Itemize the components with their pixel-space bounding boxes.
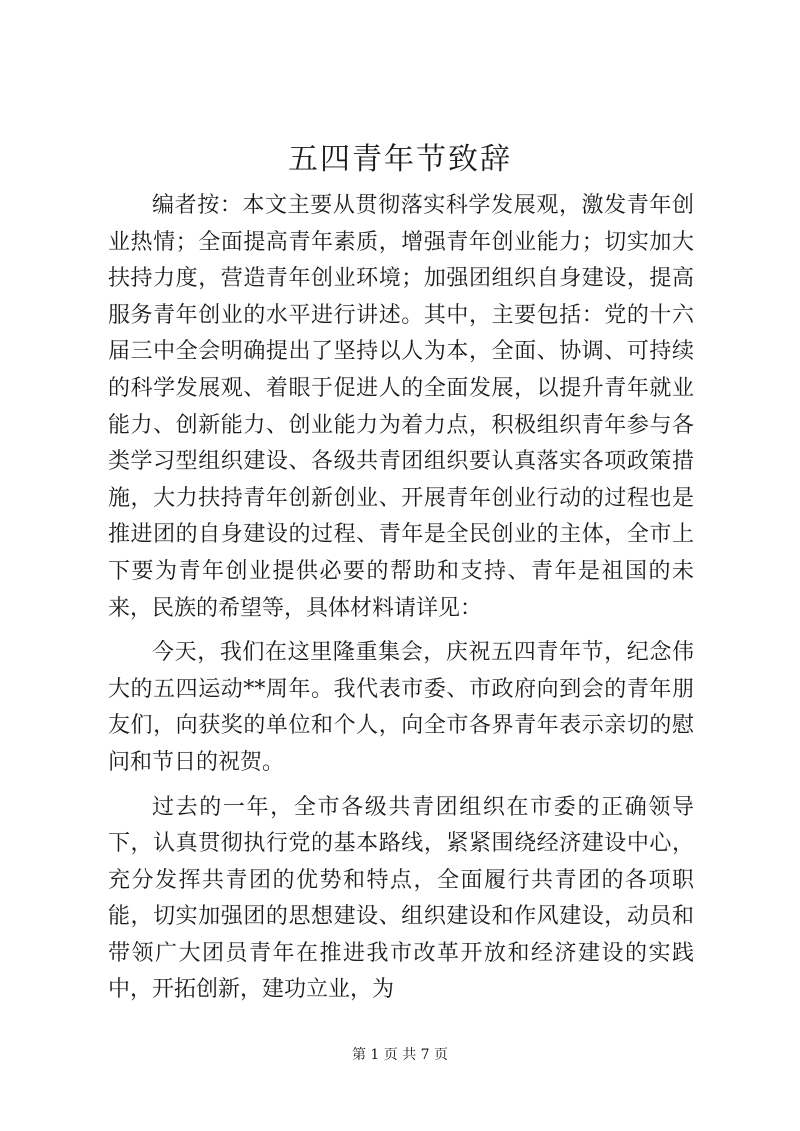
page-number-footer: 第 1 页 共 7 页 bbox=[351, 1047, 449, 1063]
paragraph-editor-note: 编者按：本文主要从贯彻落实科学发展观，激发青年创业热情；全面提高青年素质，增强青年创业能力；切实加大扶持力度，营造青年创业环境；加强团组织自身建设，提高服务青年创业的水平进行讲述。其中，主要包括：党的十六届三中全会明确提出了坚持以人为本，全面、协调、可持续的科学发展观、着眼于促进人的全面发展，以提升青年就业能力、创新能力、创业能力为着力点，积极组织青年参与各类学习型组织建设、各级共青团组织要认真落实各项政策措施，大力扶持青年创新创业、开展青年创业行动的过程也是推进团的自身建设的过程、青年是全民创业的主体，全市上下要为青年创业提供必要的帮助和支持、青年是祖国的未来，民族的希望等，具体材料请详见： bbox=[108, 193, 694, 621]
document-title: 五四青年节致辞 bbox=[288, 142, 512, 177]
document-body bbox=[108, 188, 694, 1017]
paragraph-greeting: 今天，我们在这里隆重集会，庆祝五四青年节，纪念伟大的五四运动**周年。我代表市委、市政府向到会的青年朋友们，向获奖的单位和个人，向全市各界青年表示亲切的慰问和节日的祝贺。 bbox=[108, 640, 694, 775]
paragraph-past-year: 过去的一年，全市各级共青团组织在市委的正确领导下，认真贯彻执行党的基本路线，紧紧围绕经济建设中心，充分发挥共青团的优势和特点，全面履行共青团的各项职能，切实加强团的思想建设、组织建设和作风建设，动员和带领广大团员青年在推进我市改革开放和经济建设的实践中，开拓创新，建功立业，为 bbox=[108, 794, 694, 1003]
